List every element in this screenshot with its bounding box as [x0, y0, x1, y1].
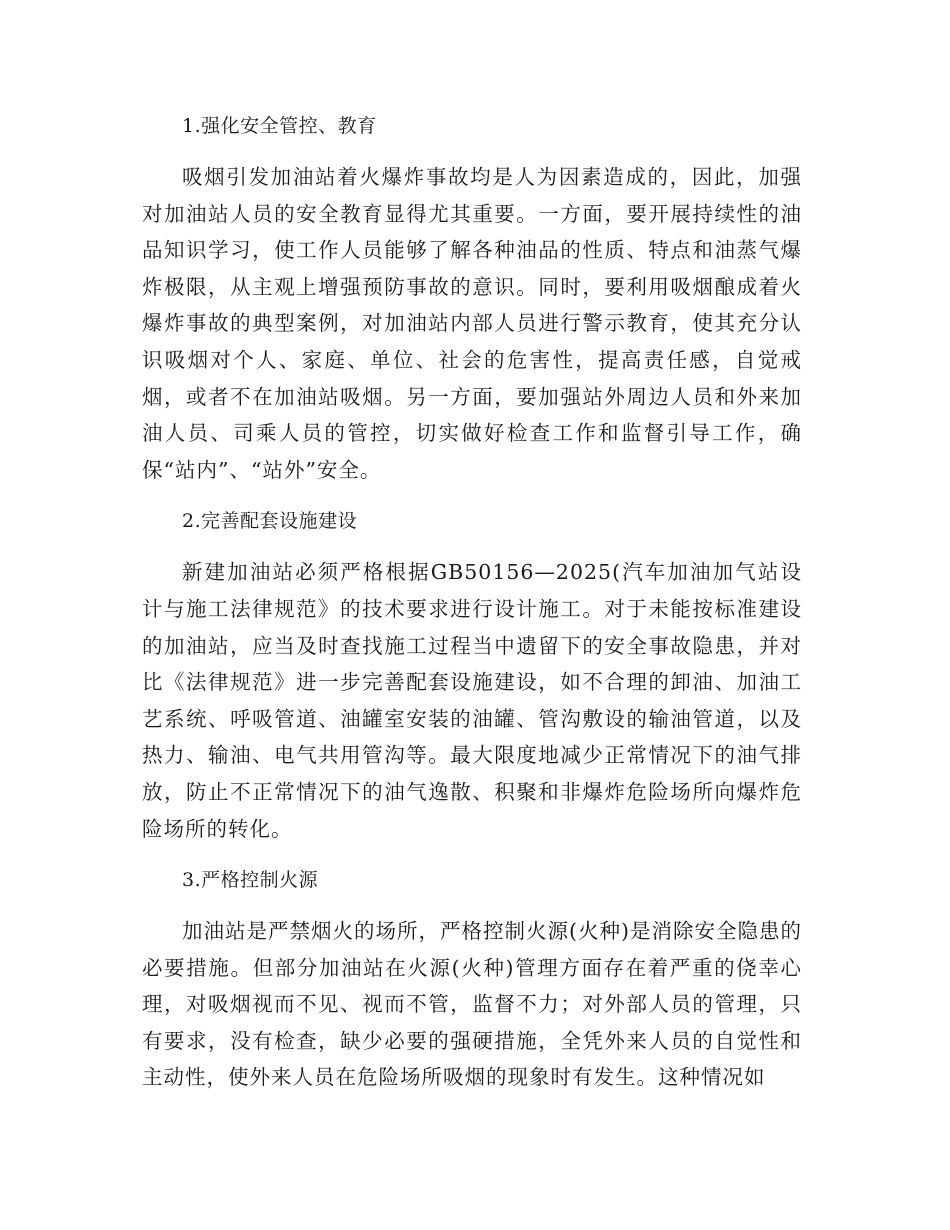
- section-2-heading: 2.完善配套设施建设: [182, 510, 358, 533]
- section-1-paragraph: 吸烟引发加油站着火爆炸事故均是人为因素造成的，因此，加强对加油站人员的安全教育显得尤其重要。一方面，要开展持续性的油品知识学习，使工作人员能够了解各种油品的性质、特点和油蒸气爆炸极限，从主观上增强预防事故的意识。同时，要利用吸烟酿成着火爆炸事故的典型案例，对加油站内部人员进行警示教育，使其充分认识吸烟对个人、家庭、单位、社会的危害性，提高责任感，自觉戒烟，或者不在加油站吸烟。另一方面，要加强站外周边人员和外来加油人员、司乘人员的管控，切实做好检查工作和监督引导工作，确保“站内”、“站外”安全。: [142, 165, 802, 482]
- section-3-heading: 3.严格控制火源: [182, 869, 319, 892]
- section-3-paragraph: 加油站是严禁烟火的场所，严格控制火源(火种)是消除安全隐患的必要措施。但部分加油站在火源(火种)管理方面存在着严重的侥幸心理，对吸烟视而不见、视而不管，监督不力；对外部人员的管理，只有要求，没有检查，缺少必要的强硬措施，全凭外来人员的自觉性和主动性，使外来人员在危险场所吸烟的现象时有发生。这种情况如: [142, 919, 802, 1090]
- document-page: [142, 108, 802, 1111]
- section-1-heading: 1.强化安全管控、教育: [182, 115, 377, 137]
- section-2-paragraph: 新建加油站必须严格根据GB50156—2025(汽车加油加气站设计与施工法律规范》的技术要求进行设计施工。对于未能按标准建设的加油站，应当及时查找施工过程当中遗留下的安全事故隐患，并对比《法律规范》进一步完善配套设施建设，如不合理的卸油、加油工艺系统、呼吸管道、油罐室安装的油罐、管沟敷设的输油管道，以及热力、输油、电气共用管沟等。最大限度地减少正常情况下的油气排放，防止不正常情况下的油气逸散、积聚和非爆炸危险场所向爆炸危险场所的转化。: [142, 560, 802, 841]
